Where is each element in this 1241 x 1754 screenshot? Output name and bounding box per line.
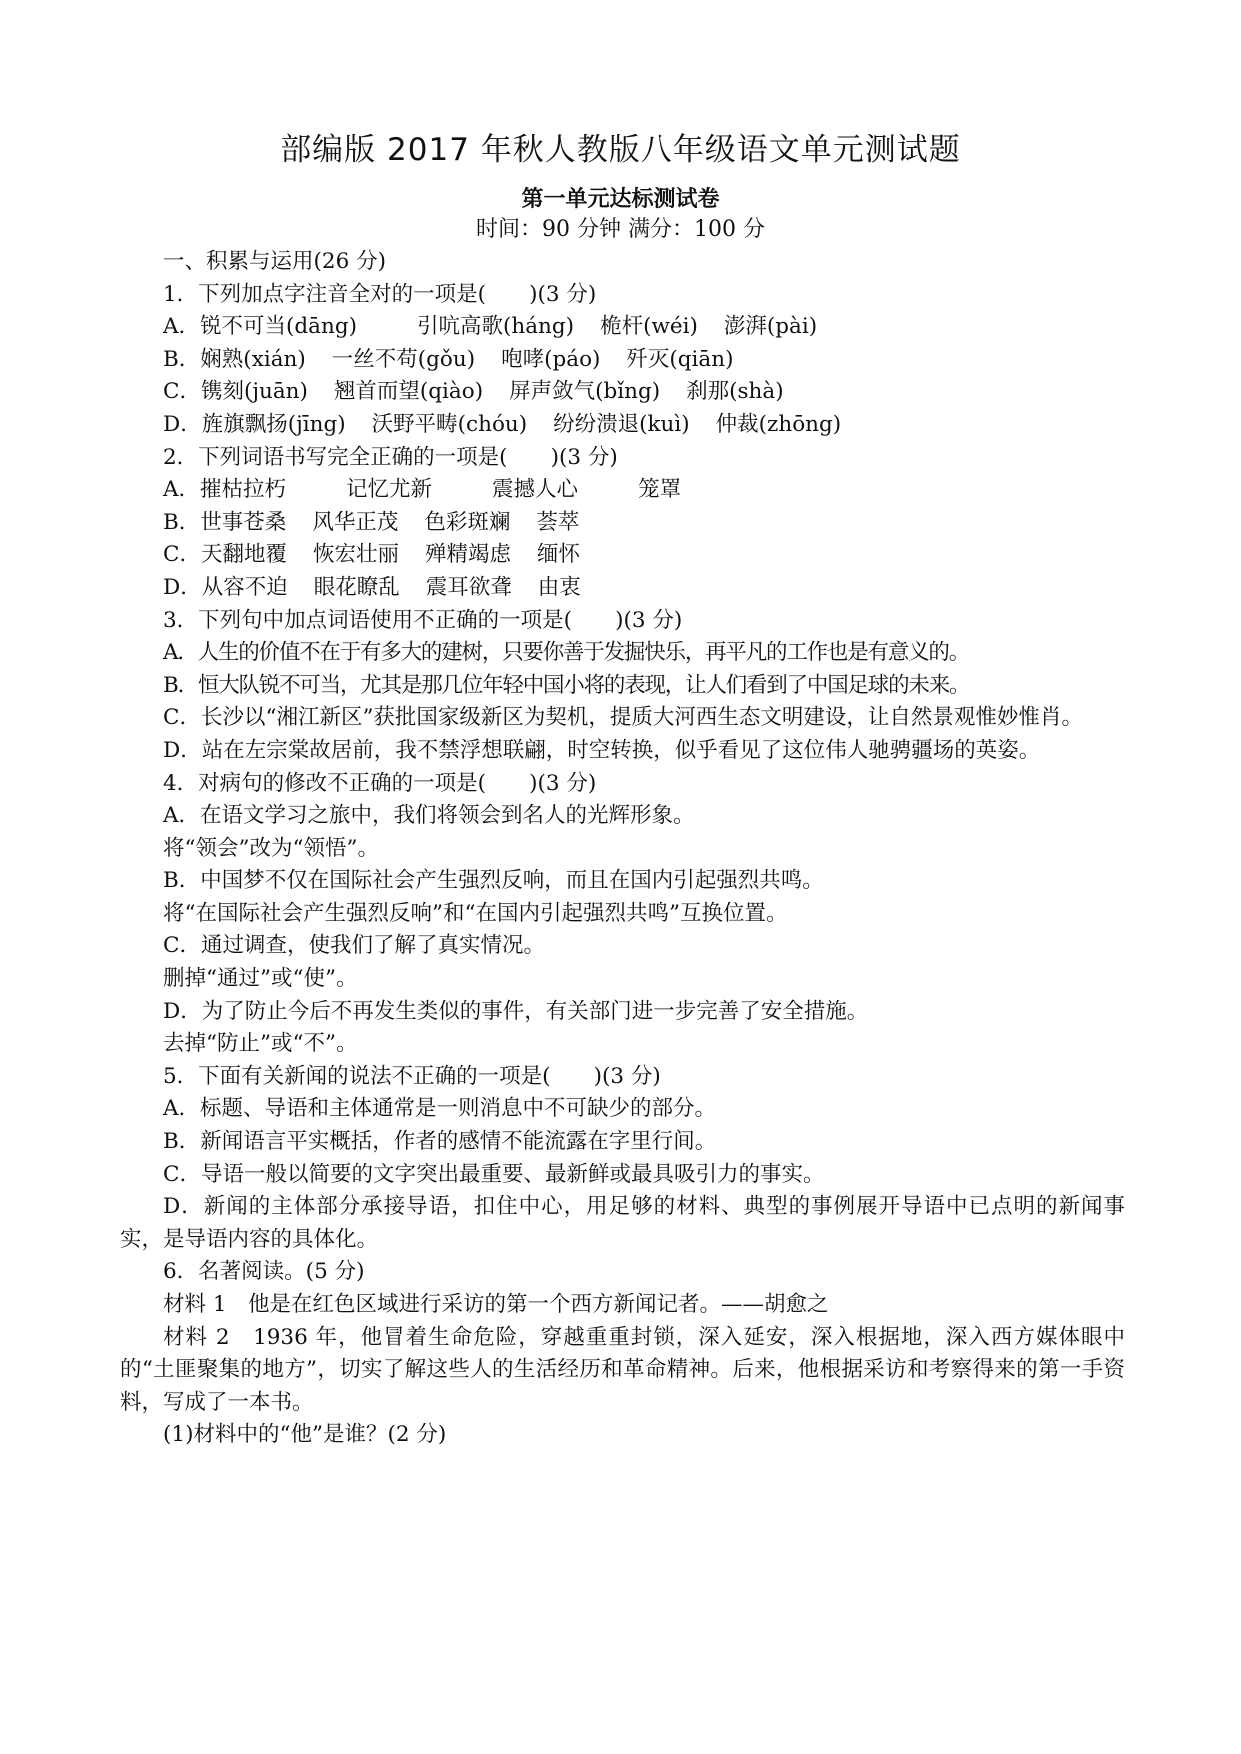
question-5-option-a: A．标题、导语和主体通常是一则消息中不可缺少的部分。 [163,1096,717,1122]
question-3-option-a: A．人生的价值不在于有多大的建树，只要你善于发掘快乐，再平凡的工作也是有意义的。 [163,640,970,666]
question-3-option-b: B．恒大队锐不可当，尤其是那几位年轻中国小将的表现，让人们看到了中国足球的未来。 [163,672,970,698]
option-part: 刹那(shà) [686,379,784,405]
option-part: 一丝不苟(gǒu) [331,346,476,372]
option-part: 缅怀 [536,542,580,568]
unit-subtitle: 第一单元达标测试卷 [521,187,720,212]
option-part: 屏声敛气(bǐng) [509,379,661,405]
question-5-option-d: D．新闻的主体部分承接导语，扣住中心，用足够的材料、典型的事例展开导语中已点明的新闻事实，是导语内容的具体化。 [120,1194,1125,1252]
question-2-option-c [120,539,1125,572]
option-part: B．世事苍桑 [163,509,287,535]
option-part: 澎湃(pài) [723,314,818,340]
section-heading: 一、积累与运用(26 分) [163,249,386,274]
document-title: 部编版 2017 年秋人教版八年级语文单元测试题 [280,132,961,168]
option-part: D．旌旗飘扬(jīng) [163,411,346,437]
option-part: 震撼人心 [492,477,579,503]
option-part: 笼罩 [638,477,682,503]
question-2-option-d [120,572,1125,605]
exam-body [120,246,1125,1452]
option-part: 恢宏壮丽 [312,542,399,568]
option-part: B．娴熟(xián) [163,346,306,372]
question-6-subquestion-1: (1)材料中的“他”是谁？(2 分) [163,1422,447,1448]
question-5-option-b: B．新闻语言平实概括，作者的感情不能流露在字里行间。 [163,1129,717,1155]
question-4-option-a-fix: 将“领会”改为“领悟”。 [163,835,379,861]
question-1-option-c [120,376,1125,409]
question-3-option-c: C．长沙以“湘江新区”获批国家级新区为契机，提质大河西生态文明建设，让自然景观惟妙惟肖。 [163,705,1083,731]
question-1-option-b [120,344,1125,377]
question-4-option-c: C．通过调查，使我们了解了真实情况。 [163,933,545,959]
question-4-option-c-fix: 删掉“通过”或“使”。 [163,966,358,992]
question-4-option-d: D．为了防止今后不再发生类似的事件，有关部门进一步完善了安全措施。 [163,998,869,1024]
option-part: 引吭高歌(háng) [417,314,575,340]
option-part: 由衷 [537,574,581,600]
question-4-option-a: A．在语文学习之旅中，我们将领会到名人的光辉形象。 [163,803,695,829]
option-part: C．镌刻(juān) [163,379,308,405]
question-2-stem: 2．下列词语书写完全正确的一项是( )(3 分) [163,444,618,470]
option-part: 歼灭(qiān) [626,346,734,372]
exam-time-score: 时间：90 分钟 满分：100 分 [476,217,765,242]
question-1-option-d [120,409,1125,442]
option-part: 震耳欲聋 [425,574,512,600]
question-4-stem: 4．对病句的修改不正确的一项是( )(3 分) [163,770,597,796]
option-part: 纷纷溃退(kuì) [553,411,690,437]
question-3-stem: 3．下列句中加点词语使用不正确的一项是( )(3 分) [163,607,683,633]
question-4-option-b: B．中国梦不仅在国际社会产生强烈反响，而且在国内引起强烈共鸣。 [163,868,824,894]
question-4-option-b-fix: 将“在国际社会产生强烈反响”和“在国内引起强烈共鸣”互换位置。 [163,900,788,926]
question-1-stem: 1．下列加点字注音全对的一项是( )(3 分) [163,281,597,307]
option-part: 咆哮(páo) [501,346,601,372]
question-6-stem: 6．名著阅读。(5 分) [163,1259,365,1285]
question-3-option-d: D．站在左宗棠故居前，我不禁浮想联翩，时空转换，似乎看见了这位伟人驰骋疆场的英姿。 [163,737,1041,763]
option-part: 翘首而望(qiào) [333,379,484,405]
question-5-stem: 5．下面有关新闻的说法不正确的一项是( )(3 分) [163,1063,661,1089]
option-part: A．摧枯拉朽 [163,477,287,503]
option-part: 仲裁(zhōng) [715,411,842,437]
question-4-option-d-fix: 去掉“防止”或“不”。 [163,1031,358,1057]
option-part: 风华正茂 [312,509,399,535]
option-part: 记忆尤新 [346,477,433,503]
option-part: 色彩斑斓 [424,509,511,535]
option-part: C．天翻地覆 [163,542,287,568]
question-5-option-c: C．导语一般以简要的文字突出最重要、最新鲜或最具吸引力的事实。 [163,1161,825,1187]
option-part: A．锐不可当(dāng) [163,314,357,340]
question-1-option-a [120,311,1125,344]
option-part: 殚精竭虑 [424,542,511,568]
question-6-material-1: 材料 1 他是在红色区域进行采访的第一个西方新闻记者。——胡愈之 [163,1292,829,1317]
option-part: D．从容不迫 [163,574,288,600]
question-6-material-2: 材料 2 1936 年，他冒着生命危险，穿越重重封锁，深入延安，深入根据地，深入西方媒体眼中的“土匪聚集的地方”，切实了解这些人的生活经历和革命精神。后来，他根据采访和考察得来的第一手资料，写成了一本书。 [120,1324,1125,1415]
question-2-option-a [120,474,1125,507]
question-2-option-b [120,507,1125,540]
option-part: 沃野平畴(chóu) [371,411,528,437]
option-part: 眼花瞭乱 [313,574,400,600]
option-part: 荟萃 [536,509,580,535]
option-part: 桅杆(wéi) [600,314,698,340]
